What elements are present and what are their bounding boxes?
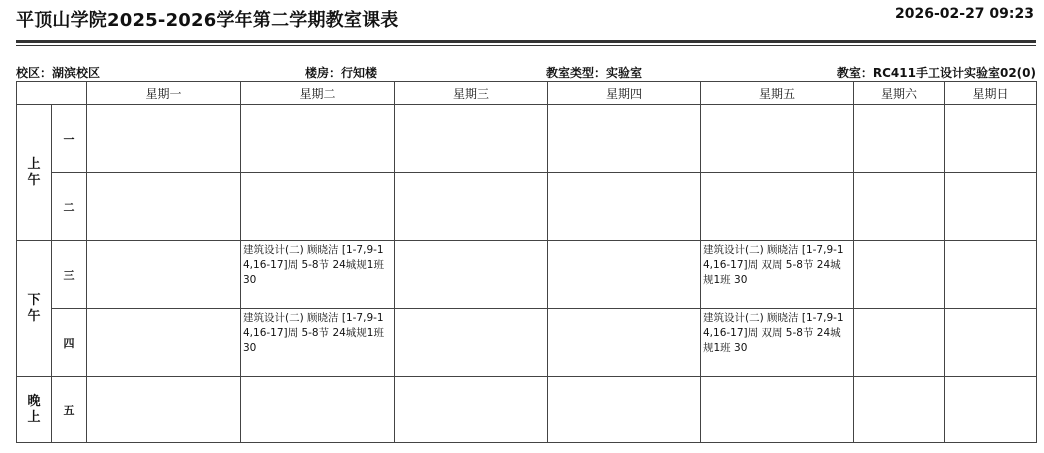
- group-morning-label: 上 午: [27, 156, 41, 188]
- slot-sun-p5: [945, 377, 1037, 443]
- course-entry: 建筑设计(二) 顾晓洁 [1-7,9-14,16-17]周 双周 5-8节 24城规1班 30: [703, 312, 844, 354]
- slot-sat-p1: [854, 105, 945, 173]
- period-label-1: 一: [52, 105, 87, 173]
- group-evening-label: 晚 上: [27, 393, 41, 425]
- header-row: [17, 82, 1037, 105]
- slot-sat-p2: [854, 173, 945, 241]
- course-entry: 建筑设计(二) 顾晓洁 [1-7,9-14,16-17]周 双周 5-8节 24城规1班 30: [703, 244, 844, 286]
- slot-thu-p5: [548, 377, 701, 443]
- course-entry: 建筑设计(二) 顾晓洁 [1-7,9-14,16-17]周 5-8节 24城规1班 30: [243, 244, 384, 286]
- building-label: 楼房：行知楼: [305, 66, 378, 80]
- slot-thu-p4: [548, 309, 701, 377]
- day-header-tue: 星期二: [241, 82, 395, 105]
- slot-sun-p2: [945, 173, 1037, 241]
- slot-fri-p2: [701, 173, 854, 241]
- slot-fri-p4: [701, 309, 854, 377]
- slot-mon-p5: [87, 377, 241, 443]
- header-rule-thick: [16, 40, 1036, 43]
- page-title: 平顶山学院2025-2026学年第二学期教室课表: [16, 10, 399, 31]
- print-datetime: 2026-02-27 09:23: [895, 6, 1034, 22]
- timetable: [16, 81, 1037, 443]
- course-entry: 建筑设计(二) 顾晓洁 [1-7,9-14,16-17]周 5-8节 24城规1班 30: [243, 312, 384, 354]
- period-row-1: [17, 105, 1037, 173]
- day-header-sat: 星期六: [854, 82, 945, 105]
- group-evening: [17, 377, 52, 443]
- slot-sun-p4: [945, 309, 1037, 377]
- period-label-2: 二: [52, 173, 87, 241]
- slot-wed-p5: [395, 377, 548, 443]
- slot-thu-p2: [548, 173, 701, 241]
- slot-wed-p1: [395, 105, 548, 173]
- period-label-4: 四: [52, 309, 87, 377]
- slot-mon-p1: [87, 105, 241, 173]
- slot-thu-p1: [548, 105, 701, 173]
- group-morning: [17, 105, 52, 241]
- slot-sat-p3: [854, 241, 945, 309]
- slot-tue-p3: [241, 241, 395, 309]
- corner-cell: [17, 82, 87, 105]
- slot-sun-p3: [945, 241, 1037, 309]
- group-afternoon-label: 下 午: [27, 292, 41, 324]
- room-type-label: 教室类型：实验室: [546, 66, 643, 80]
- slot-wed-p3: [395, 241, 548, 309]
- day-header-thu: 星期四: [548, 82, 701, 105]
- slot-fri-p1: [701, 105, 854, 173]
- slot-tue-p4: [241, 309, 395, 377]
- slot-sat-p4: [854, 309, 945, 377]
- group-afternoon: [17, 241, 52, 377]
- period-row-3: [17, 241, 1037, 309]
- day-header-sun: 星期日: [945, 82, 1037, 105]
- period-row-4: [17, 309, 1037, 377]
- room-label: 教室：RC411手工设计实验室02(0): [836, 66, 1036, 80]
- slot-wed-p4: [395, 309, 548, 377]
- day-header-fri: 星期五: [701, 82, 854, 105]
- slot-tue-p2: [241, 173, 395, 241]
- day-header-mon: 星期一: [87, 82, 241, 105]
- slot-sun-p1: [945, 105, 1037, 173]
- slot-wed-p2: [395, 173, 548, 241]
- period-label-5: 五: [52, 377, 87, 443]
- slot-fri-p3: [701, 241, 854, 309]
- day-header-wed: 星期三: [395, 82, 548, 105]
- slot-tue-p1: [241, 105, 395, 173]
- campus-label: 校区：湖滨校区: [16, 66, 101, 80]
- period-row-2: [17, 173, 1037, 241]
- slot-fri-p5: [701, 377, 854, 443]
- slot-tue-p5: [241, 377, 395, 443]
- slot-sat-p5: [854, 377, 945, 443]
- slot-mon-p2: [87, 173, 241, 241]
- slot-mon-p3: [87, 241, 241, 309]
- period-label-3: 三: [52, 241, 87, 309]
- period-row-5: [17, 377, 1037, 443]
- slot-mon-p4: [87, 309, 241, 377]
- header-rule-thin: [16, 45, 1036, 46]
- slot-thu-p3: [548, 241, 701, 309]
